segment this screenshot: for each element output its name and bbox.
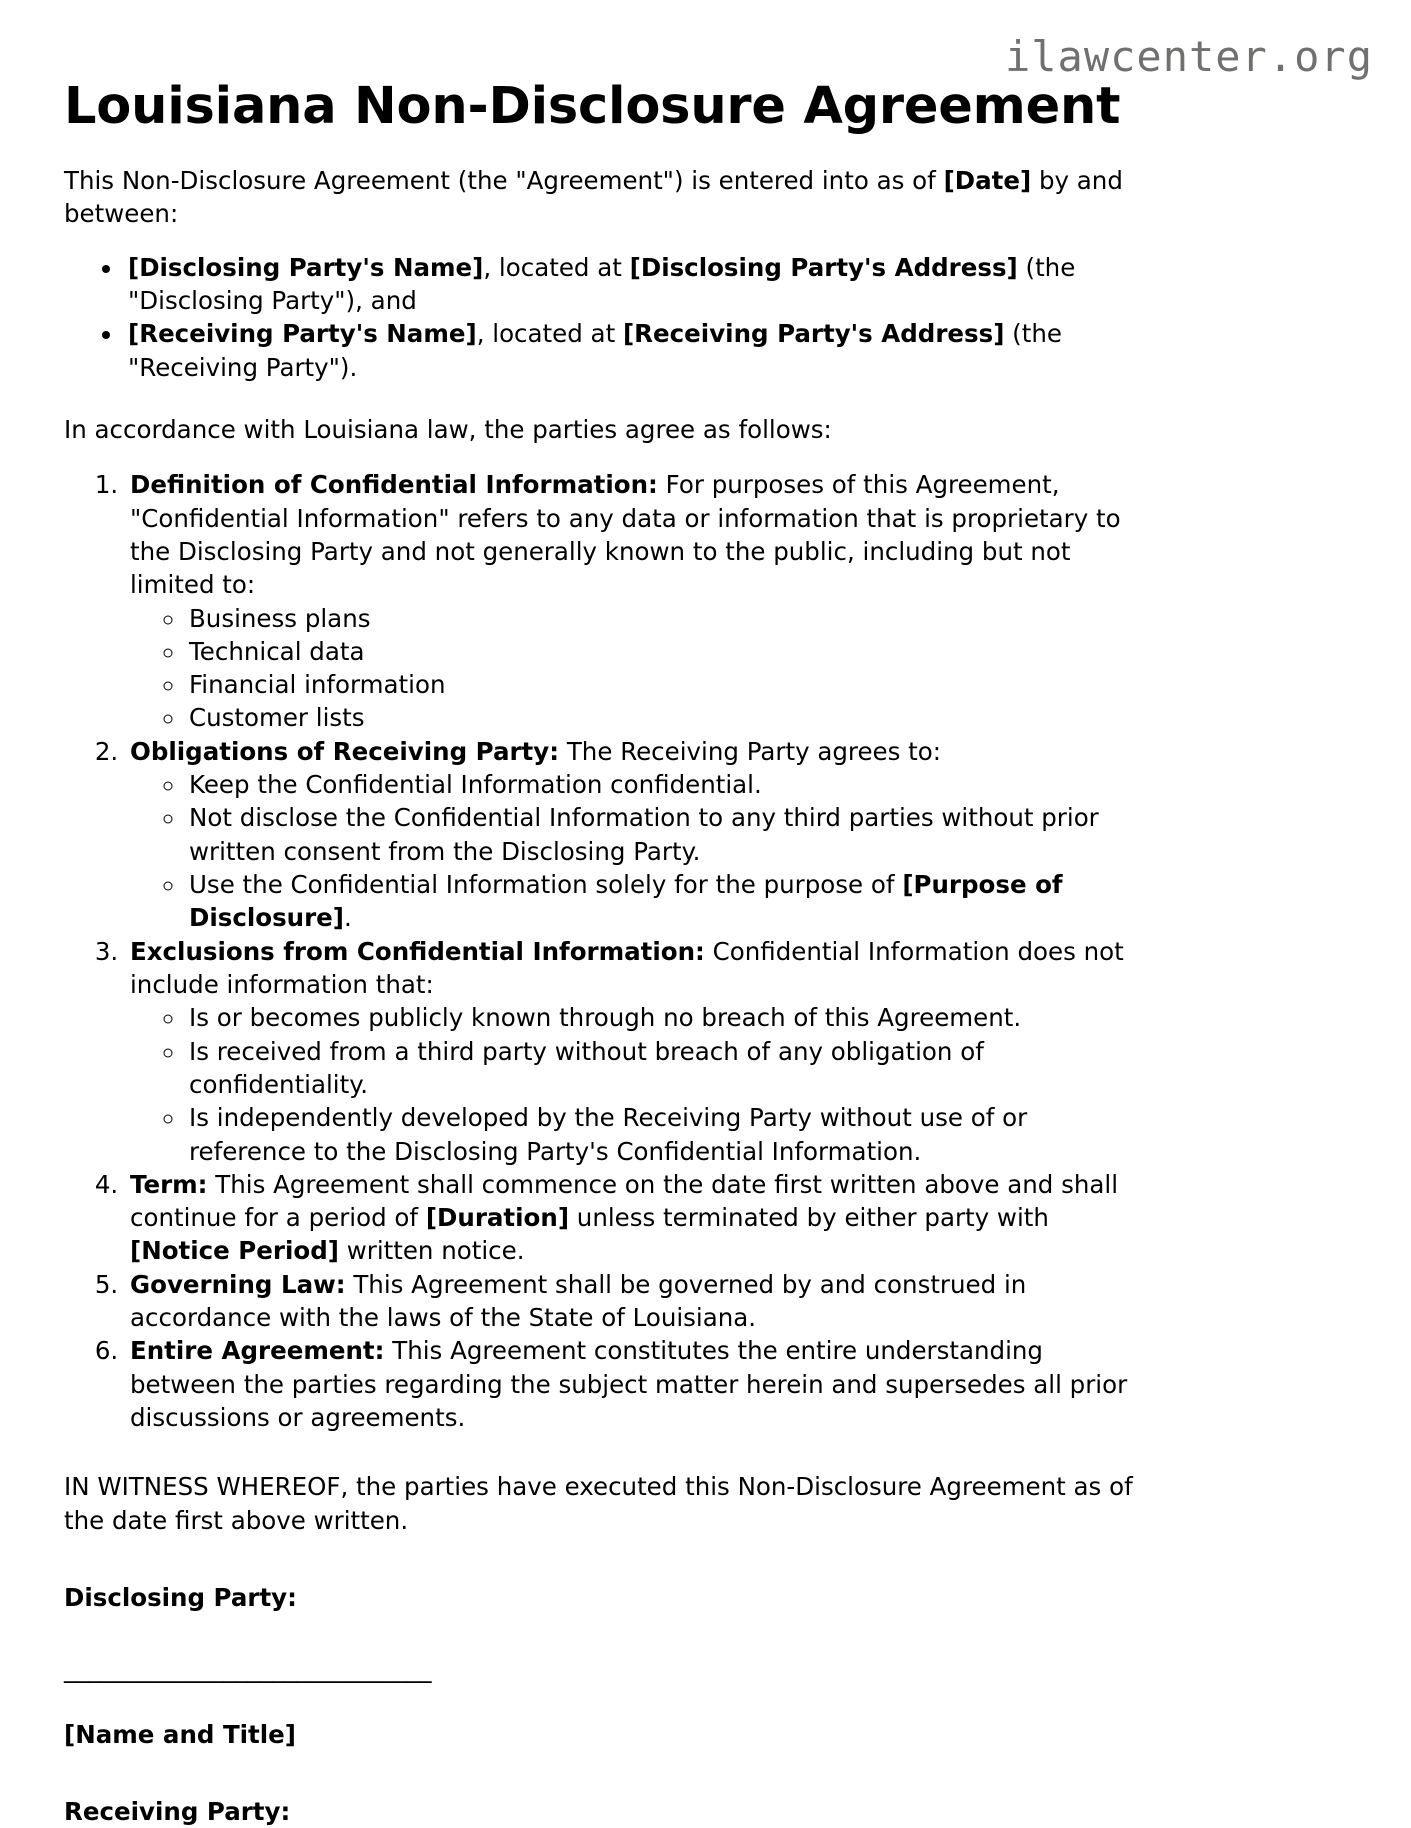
list-item [124,317,1149,384]
clause-list [64,468,1149,1434]
intro-prefix: This Non-Disclosure Agreement (the "Agreement") is entered into as of [64,166,944,196]
list-item: ◦ Keep the Confidential Information confidential. [186,768,1149,801]
clause-body: This Agreement shall be governed by and construed in accordance with the laws of the State of Louisiana. [130,1269,1027,1333]
clause-body-2: unless terminated by either party with [569,1203,1049,1233]
party-name-placeholder: [Receiving Party's Name] [128,319,477,349]
party-mid-text: , located at [483,252,630,282]
list-item: ◦ Business plans [186,602,1149,635]
clause-item-entire-agreement [126,1334,1149,1434]
party-list [64,251,1149,384]
receiving-party-heading: Receiving Party: [64,1796,291,1826]
party-address-placeholder: [Disclosing Party's Address] [629,252,1018,282]
clause-body: For purposes of this Agreement, "Confidential Information" refers to any data or information that is proprietary to the Disclosing Party and not generally known to the public, including but not limited to: [130,470,1121,600]
clause-sublist [130,1001,1149,1168]
list-item: ◦ Customer lists [186,701,1149,734]
clause-body: This Agreement constitutes the entire understanding between the parties regarding the subject matter herein and supersedes all prior discussions or agreements. [130,1336,1128,1433]
intro-paragraph [64,164,1149,231]
party-tail-text: (the "Receiving Party"). [128,319,1062,382]
party-name-placeholder: [Disclosing Party's Name] [128,252,484,282]
list-item: ◦ Is or becomes publicly known through no breach of this Agreement. [186,1001,1149,1034]
clause-item-obligations [126,735,1149,935]
list-item: ◦ Financial information [186,668,1149,701]
clause-heading: Exclusions from Confidential Information: [130,936,705,966]
intro-suffix: by and between: [64,166,1123,229]
duration-placeholder: [Duration] [425,1203,570,1233]
clause-item-governing-law [126,1268,1149,1335]
list-item: ◦ Is received from a third party without breach of any obligation of confidentiality. [186,1035,1149,1102]
clause-heading: Term: [130,1169,208,1199]
sub-suffix: . [344,903,352,933]
sub-prefix: Use the Confidential Information solely for the purpose of [189,870,903,900]
clause-sublist [130,602,1149,735]
list-item: ◦ Not disclose the Confidential Information to any third parties without prior written consent from the Disclosing Party. [186,801,1149,868]
party-address-placeholder: [Receiving Party's Address] [622,319,1005,349]
accordance-paragraph: In accordance with Louisiana law, the parties agree as follows: [64,414,832,444]
clause-heading: Definition of Confidential Information: [130,470,658,500]
date-placeholder: [Date] [943,166,1032,196]
page-title: Louisiana Non-Disclosure Agreement [64,77,1121,136]
clause-body: The Receiving Party agrees to: [559,736,942,766]
witness-paragraph: IN WITNESS WHEREOF, the parties have executed this Non-Disclosure Agreement as of the date first above written. [64,1472,1133,1535]
clause-item-definition [126,468,1149,735]
clause-heading: Governing Law: [130,1269,346,1299]
clause-sublist [130,768,1149,935]
clause-heading: Entire Agreement: [130,1336,385,1366]
notice-period-placeholder: [Notice Period] [130,1236,339,1266]
document-content [64,0,1149,1828]
purpose-placeholder: [Purpose of Disclosure] [189,870,1063,933]
disclosing-name-and-title: [Name and Title] [64,1719,296,1749]
clause-body-1: This Agreement shall commence on the date first written above and shall continue for a period of [130,1169,1119,1233]
list-item: ◦ Technical data [186,635,1149,668]
party-mid-text: , located at [476,319,623,349]
disclosing-signature-line: ______________________________ [64,1654,432,1684]
list-item: ◦ Is independently developed by the Receiving Party without use of or reference to the Disclosing Party's Confidential Information. [186,1101,1149,1168]
list-item [124,251,1149,318]
party-tail-text: (the "Disclosing Party"), and [128,252,1076,316]
disclosing-party-heading: Disclosing Party: [64,1582,297,1612]
clause-body-3: written notice. [338,1236,525,1266]
site-watermark: ilawcenter.org [1004,32,1373,81]
clause-item-term [126,1168,1149,1268]
list-item [186,868,1149,935]
clause-heading: Obligations of Receiving Party: [130,736,560,766]
clause-body: Confidential Information does not include information that: [130,936,1124,999]
clause-item-exclusions [126,935,1149,1168]
